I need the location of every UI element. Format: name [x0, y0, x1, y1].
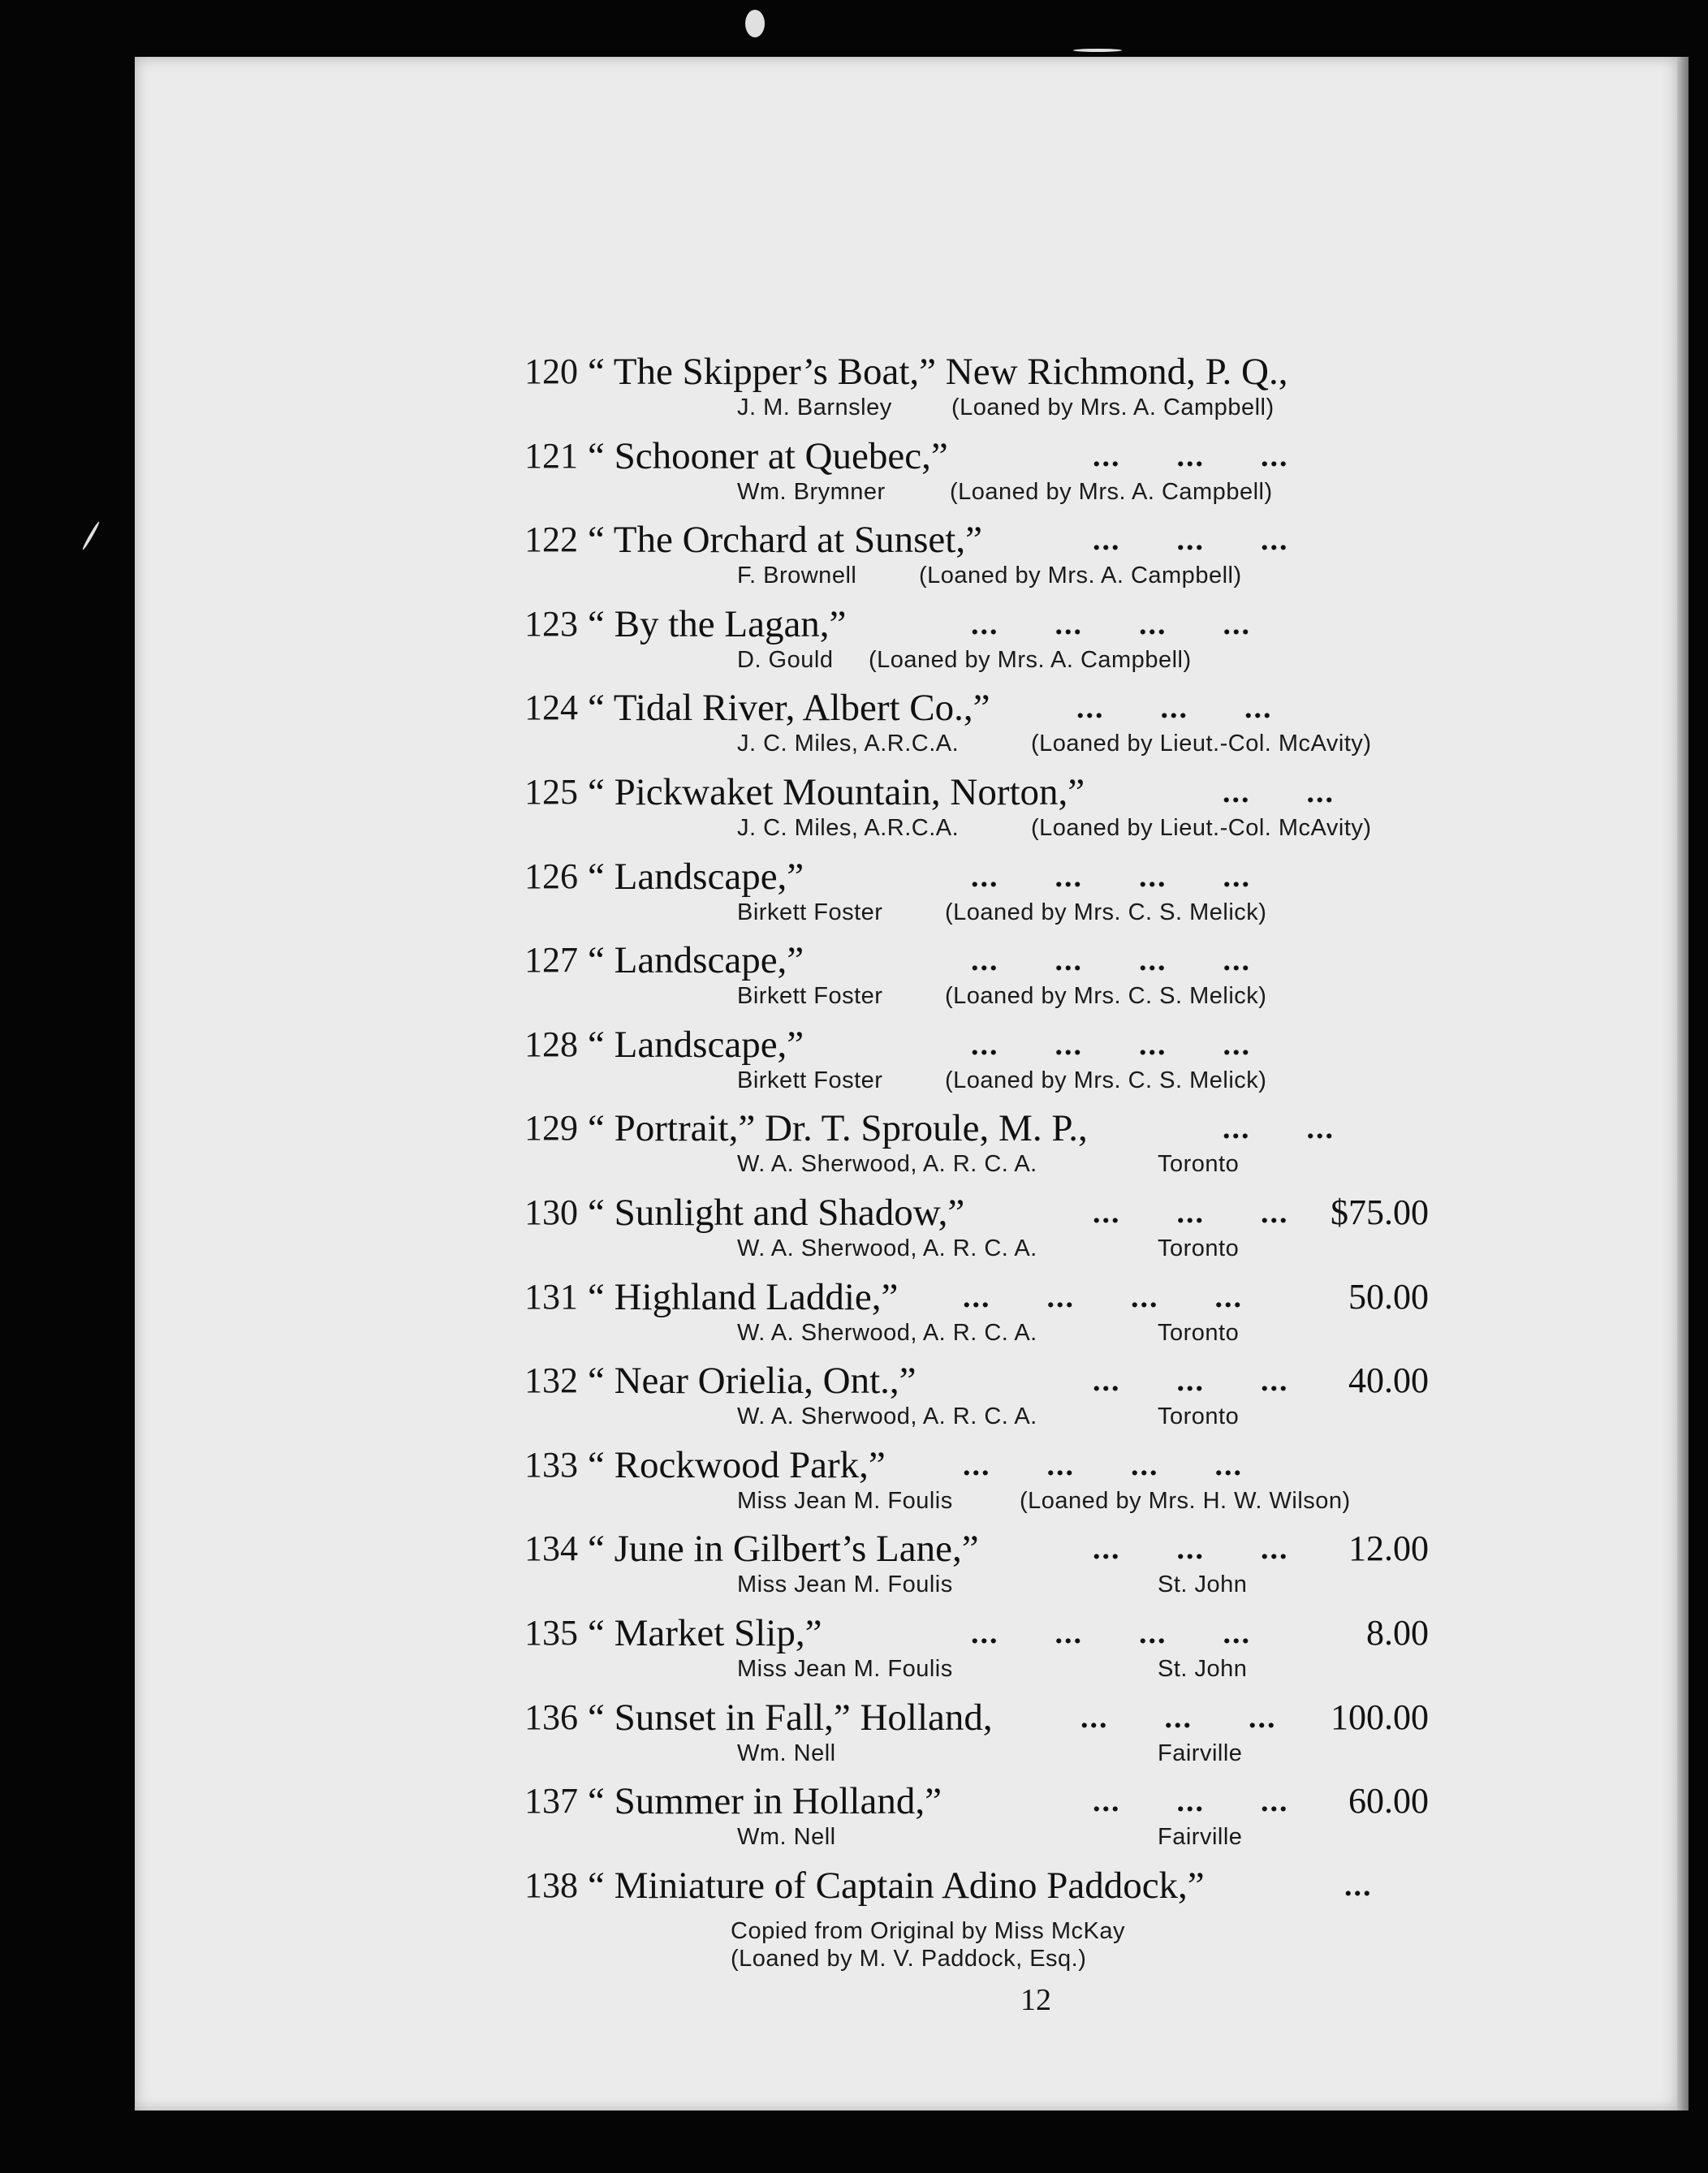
exhibit-entry-123 — [135, 603, 1677, 688]
exhibit-entry-130 — [135, 1192, 1677, 1276]
entry-number: 135 — [524, 1613, 578, 1653]
entry-artist: Birkett Foster — [737, 983, 883, 1010]
entry-artist: W. A. Sherwood, A. R. C. A. — [737, 1151, 1037, 1178]
leader-dots: ... ... ... ... — [963, 1447, 1243, 1482]
exhibit-entry-127 — [135, 939, 1677, 1024]
entry-title: “ The Skipper’s Boat,” New Richmond, P. Q., — [588, 351, 1288, 393]
entry-city: St. John — [1158, 1572, 1248, 1598]
exhibit-entry-131 — [135, 1276, 1677, 1360]
leader-dots: ... ... ... — [1093, 1196, 1289, 1230]
entry-number: 132 — [524, 1360, 578, 1401]
exhibit-entry-124 — [135, 687, 1677, 771]
entry-title: “ The Orchard at Sunset,” — [588, 519, 982, 562]
leader-dots: ... ... ... — [1093, 1364, 1289, 1399]
entry-price: 8.00 — [1366, 1613, 1429, 1653]
entry-price: 50.00 — [1348, 1276, 1429, 1317]
leader-dots: ... ... ... ... — [971, 943, 1251, 978]
entry-artist: J. M. Barnsley — [737, 395, 892, 420]
entry-title: “ Sunlight and Shadow,” — [588, 1192, 965, 1234]
entry-artist: J. C. Miles, A.R.C.A. — [737, 815, 960, 841]
entry-number: 124 — [524, 688, 578, 728]
exhibit-list — [135, 57, 1677, 2110]
entry-artist: F. Brownell — [737, 563, 857, 589]
entry-loan-note: (Loaned by Mrs. C. S. Melick) — [945, 1067, 1267, 1093]
entry-artist: W. A. Sherwood, A. R. C. A. — [737, 1319, 1037, 1346]
entry-artist: Miss Jean M. Foulis — [737, 1572, 953, 1598]
exhibit-entry-122 — [135, 519, 1677, 603]
entry-price: $75.00 — [1331, 1192, 1429, 1232]
leader-dots: ... ... ... ... — [971, 606, 1251, 641]
leader-dots: ... ... ... ... — [971, 859, 1251, 894]
entry-city: Toronto — [1158, 1235, 1240, 1261]
entry-number: 134 — [524, 1528, 578, 1569]
leader-dots: ... — [1344, 1868, 1373, 1903]
dust-speck — [745, 10, 765, 37]
entry-title: “ Market Slip,” — [588, 1612, 822, 1654]
exhibit-entry-134 — [135, 1528, 1677, 1612]
entry-artist: J. C. Miles, A.R.C.A. — [737, 731, 960, 757]
entry-loan-note: (Loaned by Mrs. A. Campbell) — [950, 478, 1273, 505]
catalogue-page — [135, 57, 1677, 2110]
page-edge — [1677, 57, 1689, 2110]
entry-city: Fairville — [1158, 1824, 1243, 1851]
entry-loan-note: (Loaned by Mrs. H. W. Wilson) — [1020, 1487, 1351, 1514]
entry-number: 120 — [524, 351, 578, 391]
entry-number: 123 — [524, 603, 578, 644]
entry-title: “ Rockwood Park,” — [588, 1443, 886, 1486]
entry-title: “ Pickwaket Mountain, Norton,” — [588, 771, 1085, 813]
entry-city: Fairville — [1158, 1740, 1243, 1766]
entry-artist: Miss Jean M. Foulis — [737, 1487, 953, 1514]
entry-artist: Wm. Brymner — [737, 478, 886, 505]
entry-number: 129 — [524, 1108, 578, 1149]
entry-title: “ June in Gilbert’s Lane,” — [588, 1528, 979, 1571]
entry-number: 138 — [524, 1865, 578, 1905]
entry-price: 12.00 — [1348, 1528, 1429, 1569]
leader-dots: ... ... ... ... — [963, 1279, 1243, 1314]
entry-138-note-loan: (Loaned by M. V. Paddock, Esq.) — [731, 1946, 1087, 1972]
entry-number: 122 — [524, 520, 578, 560]
entry-number: 133 — [524, 1444, 578, 1485]
exhibit-entry-120 — [135, 351, 1677, 435]
exhibit-entry-126 — [135, 856, 1677, 940]
entry-title: “ Summer in Holland,” — [588, 1780, 942, 1823]
entry-loan-note: (Loaned by Mrs. C. S. Melick) — [945, 983, 1267, 1010]
entry-number: 121 — [524, 435, 578, 476]
entry-city: Toronto — [1158, 1319, 1240, 1346]
entry-title: “ Landscape,” — [588, 855, 804, 898]
entry-price: 40.00 — [1348, 1360, 1429, 1401]
entry-title: “ Sunset in Fall,” Holland, — [588, 1696, 993, 1739]
entry-title: “ Tidal River, Albert Co.,” — [588, 687, 990, 730]
leader-dots: ... ... ... — [1093, 1532, 1289, 1567]
entry-loan-note: (Loaned by Lieut.-Col. McAvity) — [1031, 815, 1372, 841]
leader-dots: ... ... ... ... — [971, 1027, 1251, 1062]
entry-loan-note: (Loaned by Mrs. A. Campbell) — [919, 563, 1242, 589]
exhibit-entry-133 — [135, 1444, 1677, 1528]
entry-loan-note: (Loaned by Lieut.-Col. McAvity) — [1031, 731, 1372, 757]
entry-title: “ Near Orielia, Ont.,” — [588, 1360, 917, 1403]
entry-loan-note: (Loaned by Mrs. C. S. Melick) — [945, 899, 1267, 925]
leader-dots: ... ... ... — [1093, 1784, 1289, 1819]
exhibit-entry-129 — [135, 1107, 1677, 1192]
entry-number: 126 — [524, 856, 578, 896]
exhibit-entry-137 — [135, 1780, 1677, 1865]
entry-title: “ Portrait,” Dr. T. Sproule, M. P., — [588, 1107, 1088, 1150]
entry-number: 136 — [524, 1697, 578, 1737]
exhibit-entry-121 — [135, 435, 1677, 520]
entry-number: 131 — [524, 1276, 578, 1317]
entry-number: 125 — [524, 772, 578, 812]
entry-number: 130 — [524, 1192, 578, 1232]
entry-artist: Miss Jean M. Foulis — [737, 1656, 953, 1682]
dust-speck — [81, 521, 100, 551]
exhibit-entry-128 — [135, 1024, 1677, 1108]
exhibit-entry-135 — [135, 1612, 1677, 1697]
entry-number: 128 — [524, 1024, 578, 1064]
leader-dots: ... ... — [1223, 1111, 1335, 1146]
entry-artist: D. Gould — [737, 646, 834, 673]
entry-artist: Wm. Nell — [737, 1740, 836, 1766]
entry-number: 137 — [524, 1781, 578, 1822]
entry-city: St. John — [1158, 1656, 1248, 1682]
entry-artist: Birkett Foster — [737, 1067, 883, 1093]
entry-artist: Birkett Foster — [737, 899, 883, 925]
entry-artist: W. A. Sherwood, A. R. C. A. — [737, 1235, 1037, 1261]
leader-dots: ... ... ... — [1080, 1700, 1277, 1735]
entry-price: 60.00 — [1348, 1781, 1429, 1822]
leader-dots: ... ... ... — [1093, 523, 1289, 558]
entry-artist: Wm. Nell — [737, 1824, 836, 1851]
entry-title: “ Landscape,” — [588, 1023, 804, 1066]
page-number: 12 — [1020, 1983, 1051, 2017]
entry-loan-note: (Loaned by Mrs. A. Campbell) — [951, 395, 1275, 420]
entry-number: 127 — [524, 940, 578, 981]
entry-loan-note: (Loaned by Mrs. A. Campbell) — [869, 646, 1192, 673]
entry-title: “ Miniature of Captain Adino Paddock,” — [588, 1864, 1205, 1907]
leader-dots: ... ... ... ... — [971, 1616, 1251, 1650]
entry-city: Toronto — [1158, 1151, 1240, 1178]
entry-price: 100.00 — [1331, 1697, 1429, 1737]
leader-dots: ... ... — [1223, 775, 1335, 809]
exhibit-entry-132 — [135, 1360, 1677, 1444]
entry-title: “ Highland Laddie,” — [588, 1275, 899, 1318]
leader-dots: ... ... ... — [1076, 691, 1273, 726]
leader-dots: ... ... ... — [1093, 438, 1289, 473]
exhibit-entry-136 — [135, 1697, 1677, 1781]
entry-title: “ Landscape,” — [588, 939, 804, 982]
exhibit-entry-125 — [135, 771, 1677, 856]
entry-title: “ By the Lagan,” — [588, 602, 847, 645]
entry-138-note-copied: Copied from Original by Miss McKay — [731, 1918, 1125, 1944]
entry-city: Toronto — [1158, 1403, 1240, 1430]
entry-artist: W. A. Sherwood, A. R. C. A. — [737, 1403, 1037, 1430]
dust-speck — [1073, 49, 1122, 52]
entry-title: “ Schooner at Quebec,” — [588, 434, 948, 477]
